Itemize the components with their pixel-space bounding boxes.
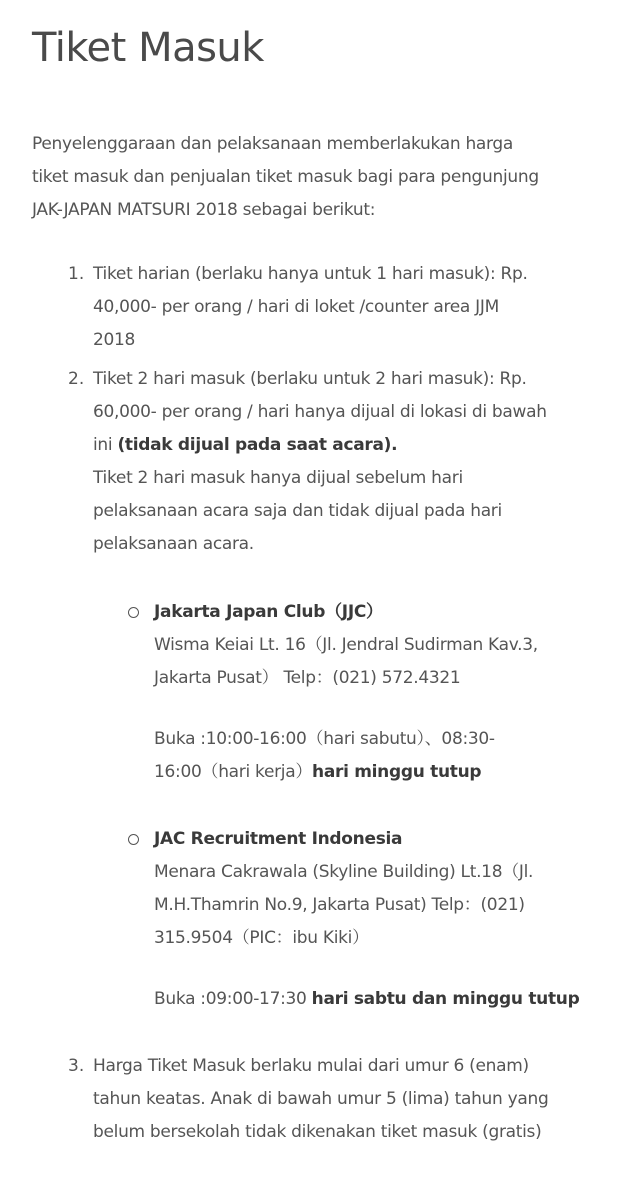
page-title: Tiket Masuk [32,25,264,71]
list-item-2 [93,363,613,561]
location-address-line: Jakarta Pusat） Telp：(021) 572.4321 [154,668,461,688]
list-item-line: Tiket harian (berlaku hanya untuk 1 hari masuk): Rp. [93,264,528,284]
line-prefix: ini [93,435,118,455]
list-number-2: 2. [68,369,85,389]
hours-prefix: 16:00（hari kerja） [154,762,313,782]
list-item-3 [93,1050,613,1149]
location-jac [154,823,614,1016]
note-line: pelaksanaan acara saja dan tidak dijual pada hari [93,501,502,521]
location-address-line: Wisma Keiai Lt. 16（Jl. Jendral Sudirman Kav.3, [154,635,538,655]
location-name: JAC Recruitment Indonesia [154,829,403,849]
note-line: Tiket 2 hari masuk hanya dijual sebelum hari [93,468,463,488]
location-hours-line [154,983,614,1016]
location-hours-line [154,756,614,789]
circle-bullet-icon [128,607,139,618]
intro-line: Penyelenggaraan dan pelaksanaan memberlakukan harga [32,134,514,154]
note-line: pelaksanaan acara. [93,534,254,554]
list-item-line: 2018 [93,330,136,350]
intro-line: JAK-JAPAN MATSURI 2018 sebagai berikut: [32,200,376,220]
closed-note: hari sabtu dan minggu tutup [311,989,580,1009]
list-item-line: Tiket 2 hari masuk (berlaku untuk 2 hari masuk): Rp. [93,369,527,389]
intro-line: tiket masuk dan penjualan tiket masuk bagi para pengunjung [32,167,539,187]
closed-note: hari minggu tutup [312,762,482,782]
list-item-line: 40,000- per orang / hari di loket /counter area JJM [93,297,499,317]
hours-prefix: Buka :09:00-17:30 [154,989,312,1009]
list-number-3: 3. [68,1056,85,1076]
location-hours-line: Buka :10:00-16:00（hari sabutu）、08:30- [154,729,495,749]
intro-paragraph [32,128,612,227]
list-item-line: belum bersekolah tidak dikenakan tiket masuk (gratis) [93,1122,542,1142]
not-sold-at-event-note: (tidak dijual pada saat acara). [117,435,398,455]
location-address-line: 315.9504（PIC：ibu Kiki） [154,928,369,948]
list-item-line: 60,000- per orang / hari hanya dijual di lokasi di bawah [93,402,547,422]
location-address-line: M.H.Thamrin No.9, Jakarta Pusat) Telp：(021) [154,895,525,915]
list-item-line: Harga Tiket Masuk berlaku mulai dari umur 6 (enam) [93,1056,529,1076]
list-item-1 [93,258,613,357]
list-item-line [93,429,613,462]
list-item-line: tahun keatas. Anak di bawah umur 5 (lima) tahun yang [93,1089,549,1109]
location-jjc [154,596,614,789]
circle-bullet-icon [128,834,139,845]
list-number-1: 1. [68,264,85,284]
location-name: Jakarta Japan Club（JJC） [154,602,383,622]
location-address-line: Menara Cakrawala (Skyline Building) Lt.18（Jl. [154,862,534,882]
